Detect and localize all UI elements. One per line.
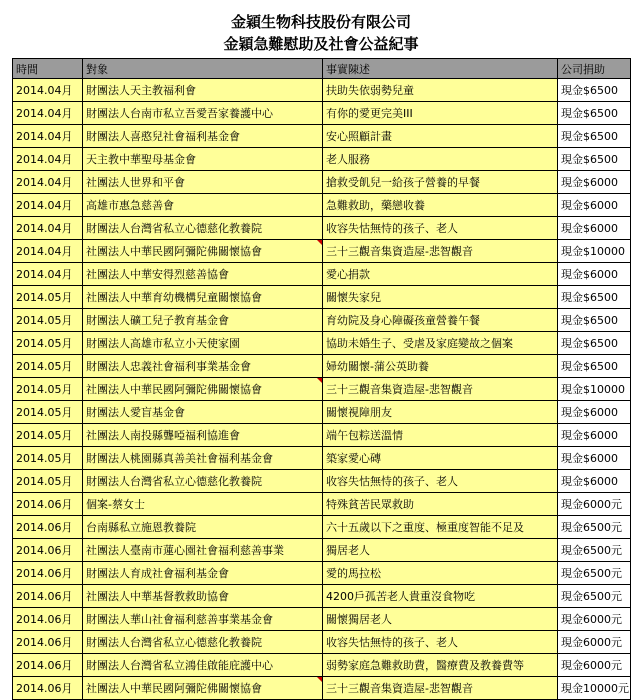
cell-recipient: 財團法人台灣省私立鴻佳啟能庇護中心 (83, 654, 323, 677)
cell-date: 2014.05月 (13, 470, 83, 493)
cell-recipient: 財團法人台灣省私立心德慈化教養院 (83, 631, 323, 654)
cell-date: 2014.06月 (13, 539, 83, 562)
cell-donation: 現金$6000 (558, 401, 631, 424)
table-row (13, 79, 631, 102)
cell-description: 弱勢家庭急難救助費，醫療費及教養費等 (323, 654, 558, 677)
cell-date: 2014.04月 (13, 194, 83, 217)
cell-description: 築家愛心磚 (323, 447, 558, 470)
table-body (13, 79, 631, 700)
cell-recipient: 天主教中華聖母基金會 (83, 148, 323, 171)
column-header-recipient: 對象 (83, 59, 323, 79)
cell-date: 2014.06月 (13, 493, 83, 516)
cell-donation: 現金$6500 (558, 79, 631, 102)
column-header-description: 事實陳述 (323, 59, 558, 79)
cell-description: 關懷失家兒 (323, 286, 558, 309)
cell-description: 收容失怙無恃的孩子、老人 (323, 217, 558, 240)
cell-date: 2014.06月 (13, 654, 83, 677)
cell-recipient: 財團法人高雄市私立小天使家園 (83, 332, 323, 355)
cell-date: 2014.05月 (13, 286, 83, 309)
cell-donation: 現金6000元 (558, 654, 631, 677)
cell-donation: 現金$6000 (558, 447, 631, 470)
table-row (13, 401, 631, 424)
cell-recipient: 財團法人台灣省私立心德慈化教養院 (83, 470, 323, 493)
cell-date: 2014.04月 (13, 263, 83, 286)
table-row (13, 378, 631, 401)
cell-description: 特殊貧苦民眾救助 (323, 493, 558, 516)
cell-date: 2014.05月 (13, 424, 83, 447)
cell-date: 2014.04月 (13, 125, 83, 148)
cell-recipient: 社團法人中華安得烈慈善協會 (83, 263, 323, 286)
cell-donation: 現金$6500 (558, 332, 631, 355)
company-title: 金穎生物科技股份有限公司 (230, 13, 411, 31)
table-row (13, 332, 631, 355)
cell-date: 2014.06月 (13, 516, 83, 539)
cell-recipient: 社團法人中華基督教救助協會 (83, 585, 323, 608)
table-row (13, 516, 631, 539)
cell-date: 2014.04月 (13, 79, 83, 102)
cell-donation: 現金$10000 (558, 378, 631, 401)
table-header-row (13, 59, 631, 79)
table-row (13, 125, 631, 148)
cell-description: 急難救助，藥戀收養 (323, 194, 558, 217)
cell-description: 愛心捐款 (323, 263, 558, 286)
column-header-donation: 公司捐助 (558, 59, 631, 79)
table-row (13, 654, 631, 677)
table-row (13, 148, 631, 171)
cell-date: 2014.05月 (13, 378, 83, 401)
cell-description: 4200戶孤苦老人貴重沒食物吃 (323, 585, 558, 608)
cell-date: 2014.06月 (13, 585, 83, 608)
table-row (13, 217, 631, 240)
cell-description: 老人服務 (323, 148, 558, 171)
table-row (13, 631, 631, 654)
cell-description: 六十五歲以下之重度、極重度智能不足及 (323, 516, 558, 539)
cell-description: 育幼院及身心障礙孩童營養午餐 (323, 309, 558, 332)
cell-donation: 現金$6000 (558, 424, 631, 447)
cell-recipient: 社團法人中華育幼機構兒童關懷協會 (83, 286, 323, 309)
table-row (13, 677, 631, 700)
cell-donation: 現金$6000 (558, 217, 631, 240)
cell-description: 端午包粽送溫情 (323, 424, 558, 447)
cell-recipient: 財團法人忠義社會福利事業基金會 (83, 355, 323, 378)
cell-description: 協助未婚生子、受虐及家庭變故之個案 (323, 332, 558, 355)
cell-description: 三十三觀音集資造屋-悲智觀音 (323, 677, 558, 700)
table-row (13, 102, 631, 125)
column-header-date: 時間 (13, 59, 83, 79)
cell-description: 扶助失依弱勢兒童 (323, 79, 558, 102)
table-row (13, 171, 631, 194)
cell-recipient: 社團法人中華民國阿彌陀佛關懷協會 (83, 240, 323, 263)
table-row (13, 286, 631, 309)
cell-recipient: 社團法人中華民國阿彌陀佛關懷協會 (83, 378, 323, 401)
cell-recipient: 高雄市惠急慈善會 (83, 194, 323, 217)
cell-recipient: 財團法人天主教福利會 (83, 79, 323, 102)
cell-donation: 現金6500元 (558, 562, 631, 585)
cell-recipient: 財團法人台灣省私立心德慈化教養院 (83, 217, 323, 240)
cell-donation: 現金6500元 (558, 516, 631, 539)
cell-description: 搶救受飢兒一給孩子營養的早餐 (323, 171, 558, 194)
cell-donation: 現金6000元 (558, 631, 631, 654)
cell-description: 婦幼關懷-蒲公英助養 (323, 355, 558, 378)
cell-recipient: 社團法人南投縣聾啞福利協進會 (83, 424, 323, 447)
cell-donation: 現金$6500 (558, 102, 631, 125)
table-row (13, 470, 631, 493)
cell-recipient: 財團法人喜憨兒社會福利基金會 (83, 125, 323, 148)
cell-recipient: 財團法人育成社會福利基金會 (83, 562, 323, 585)
cell-description: 安心照顧計畫 (323, 125, 558, 148)
cell-date: 2014.04月 (13, 171, 83, 194)
cell-recipient: 財團法人礦工兒子教育基金會 (83, 309, 323, 332)
donation-table (12, 58, 631, 700)
table-row (13, 263, 631, 286)
cell-donation: 現金$6000 (558, 171, 631, 194)
cell-date: 2014.06月 (13, 608, 83, 631)
cell-date: 2014.05月 (13, 355, 83, 378)
document-subtitle: 金穎急難慰助及社會公益紀事 (223, 35, 419, 53)
cell-recipient: 社團法人世界和平會 (83, 171, 323, 194)
cell-recipient: 社團法人臺南市蓮心園社會福利慈善事業 (83, 539, 323, 562)
table-row (13, 562, 631, 585)
table-row (13, 539, 631, 562)
cell-donation: 現金6000元 (558, 608, 631, 631)
cell-description: 關懷獨居老人 (323, 608, 558, 631)
cell-description: 三十三觀音集資造屋-悲智觀音 (323, 240, 558, 263)
cell-donation: 現金$10000 (558, 240, 631, 263)
cell-donation: 現金10000元 (558, 677, 631, 700)
cell-date: 2014.04月 (13, 148, 83, 171)
cell-donation: 現金6500元 (558, 539, 631, 562)
cell-date: 2014.06月 (13, 631, 83, 654)
cell-date: 2014.05月 (13, 332, 83, 355)
table-row (13, 194, 631, 217)
cell-donation: 現金$6500 (558, 148, 631, 171)
cell-date: 2014.04月 (13, 102, 83, 125)
cell-description: 有你的愛更完美III (323, 102, 558, 125)
table-row (13, 240, 631, 263)
cell-recipient: 社團法人中華民國阿彌陀佛關懷協會 (83, 677, 323, 700)
cell-date: 2014.06月 (13, 677, 83, 700)
table-row (13, 608, 631, 631)
table-row (13, 493, 631, 516)
cell-date: 2014.05月 (13, 309, 83, 332)
table-row (13, 585, 631, 608)
cell-recipient: 財團法人台南市私立吾愛吾家養護中心 (83, 102, 323, 125)
cell-description: 三十三觀音集資造屋-悲智觀音 (323, 378, 558, 401)
cell-donation: 現金$6000 (558, 470, 631, 493)
table-row (13, 424, 631, 447)
cell-description: 收容失怙無恃的孩子、老人 (323, 470, 558, 493)
cell-donation: 現金$6000 (558, 194, 631, 217)
cell-donation: 現金$6500 (558, 125, 631, 148)
table-row (13, 309, 631, 332)
table-row (13, 355, 631, 378)
cell-recipient: 財團法人愛盲基金會 (83, 401, 323, 424)
cell-donation: 現金$6500 (558, 286, 631, 309)
cell-description: 關懷視障朋友 (323, 401, 558, 424)
cell-description: 獨居老人 (323, 539, 558, 562)
cell-date: 2014.06月 (13, 562, 83, 585)
cell-description: 愛的馬拉松 (323, 562, 558, 585)
cell-donation: 現金$6500 (558, 309, 631, 332)
cell-recipient: 財團法人桃園縣真善美社會福利基金會 (83, 447, 323, 470)
table-row (13, 447, 631, 470)
cell-date: 2014.05月 (13, 447, 83, 470)
cell-recipient: 台南縣私立施恩教養院 (83, 516, 323, 539)
cell-description: 收容失怙無恃的孩子、老人 (323, 631, 558, 654)
cell-donation: 現金6500元 (558, 585, 631, 608)
cell-recipient: 個案-蔡女士 (83, 493, 323, 516)
cell-date: 2014.04月 (13, 217, 83, 240)
cell-donation: 現金6000元 (558, 493, 631, 516)
cell-date: 2014.04月 (13, 240, 83, 263)
cell-recipient: 財團法人華山社會福利慈善事業基金會 (83, 608, 323, 631)
cell-date: 2014.05月 (13, 401, 83, 424)
cell-donation: 現金$6000 (558, 263, 631, 286)
cell-donation: 現金$6500 (558, 355, 631, 378)
